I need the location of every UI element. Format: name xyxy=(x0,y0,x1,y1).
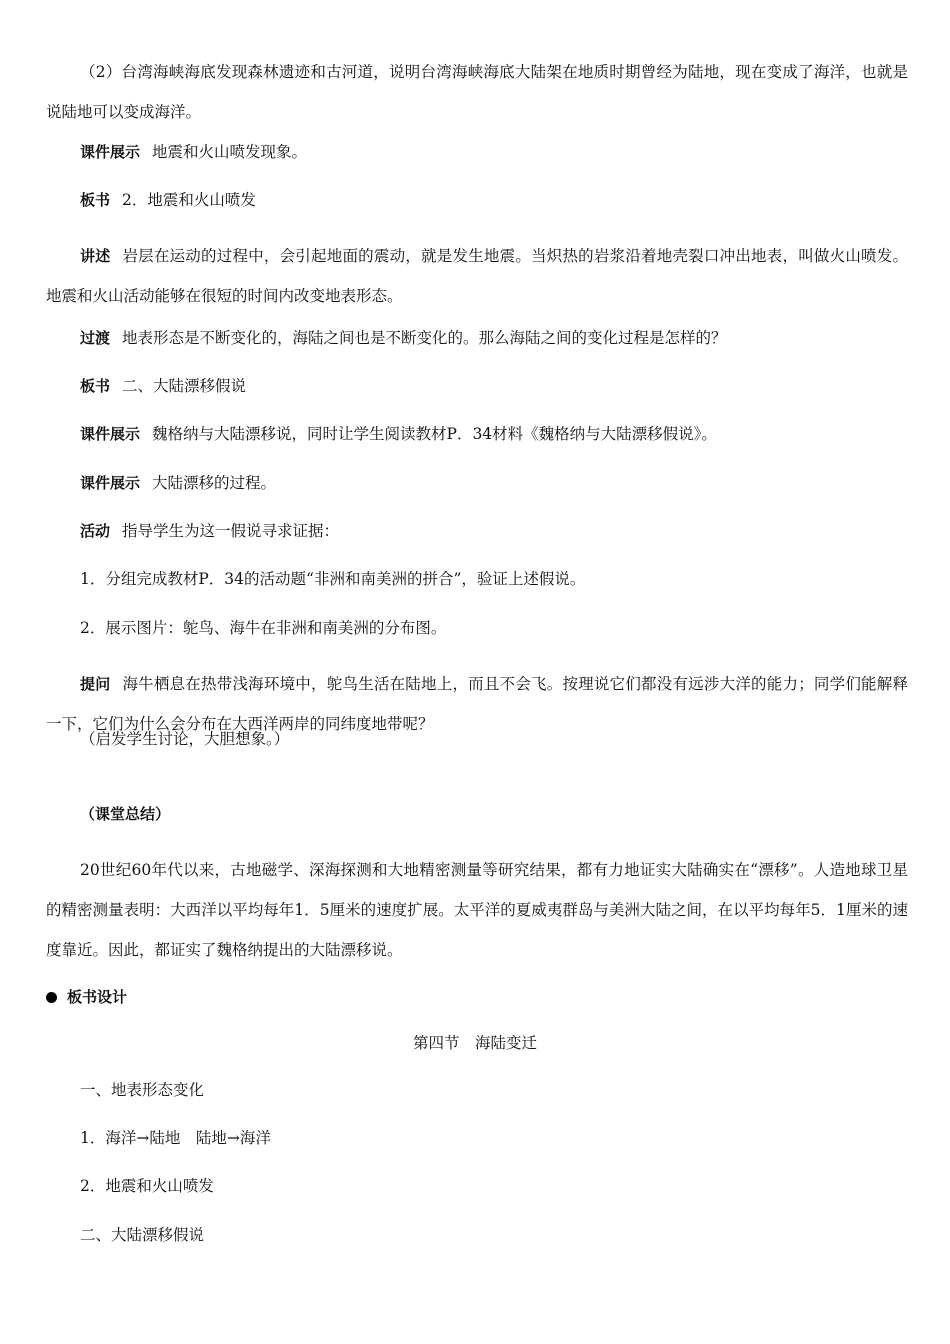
text: 指导学生为这一假说寻求证据： xyxy=(122,522,340,540)
text: 大陆漂移的过程。 xyxy=(152,474,277,492)
text: 海牛栖息在热带浅海环境中，鸵鸟生活在陆地上，而且不会飞。按理说它们都没有远涉大洋的能力；同学们能解释一下，它们为什么会分布在大西洋两岸的同纬度地带呢？ xyxy=(46,675,908,733)
label: 提问 xyxy=(80,675,111,693)
text: 2．地震和火山喷发 xyxy=(122,191,256,209)
board-line-1: 一、地表形态变化 xyxy=(80,1081,205,1099)
board-title: 第四节 海陆变迁 xyxy=(412,1034,537,1052)
label: 课件展示 xyxy=(80,143,141,161)
paragraph-board-earthquake xyxy=(46,188,908,212)
label: 课件展示 xyxy=(80,474,141,492)
text: 二、大陆漂移假说 xyxy=(122,377,247,395)
label: 过渡 xyxy=(80,329,111,347)
board-design-label: 板书设计 xyxy=(67,988,128,1006)
paragraph-discussion-note: （启发学生讨论，大胆想象。） xyxy=(80,730,290,748)
paragraph-summary-heading: （课堂总结） xyxy=(80,805,171,823)
board-line-3: 2．地震和火山喷发 xyxy=(80,1177,214,1195)
paragraph-activity xyxy=(46,519,908,543)
paragraph-courseware-process xyxy=(46,471,908,495)
paragraph-activity-item-1: 1．分组完成教材P．34的活动题“非洲和南美洲的拼合”，验证上述假说。 xyxy=(80,570,586,588)
paragraph-transition xyxy=(46,326,908,350)
board-line-2: 1．海洋→陆地 陆地→海洋 xyxy=(80,1129,271,1147)
paragraph-courseware-wegener xyxy=(46,422,908,446)
label: 板书 xyxy=(80,377,111,395)
text: 地表形态是不断变化的，海陆之间也是不断变化的。那么海陆之间的变化过程是怎样的？ xyxy=(122,329,727,347)
bullet-icon xyxy=(46,992,57,1003)
paragraph-activity-item-2: 2．展示图片：鸵鸟、海牛在非洲和南美洲的分布图。 xyxy=(80,619,447,637)
label: 课件展示 xyxy=(80,425,141,443)
label: 活动 xyxy=(80,522,111,540)
paragraph-summary: 20世纪60年代以来，古地磁学、深海探测和大地精密测量等研究结果，都有力地证实大陆确实在“漂移”。人造地球卫星的精密测量表明：大西洋以平均每年1．5厘米的速度扩展。太平洋的夏威夷群岛与美洲大陆之间，在以平均每年5．1厘米的速度靠近。因此，都证实了魏格纳提出的大陆漂移说。 xyxy=(46,861,908,959)
board-line-4: 二、大陆漂移假说 xyxy=(80,1226,205,1244)
text: 地震和火山喷发现象。 xyxy=(152,143,308,161)
paragraph-narration xyxy=(46,236,908,316)
label: 讲述 xyxy=(80,247,111,265)
label: 板书 xyxy=(80,191,111,209)
text: 岩层在运动的过程中，会引起地面的震动，就是发生地震。当炽热的岩浆沿着地壳裂口冲出地表，叫做火山喷发。地震和火山活动能够在很短的时间内改变地表形态。 xyxy=(46,247,908,305)
paragraph-taiwan-strait: （2）台湾海峡海底发现森林遗迹和古河道，说明台湾海峡海底大陆架在地质时期曾经为陆地，现在变成了海洋，也就是说陆地可以变成海洋。 xyxy=(46,63,908,121)
text: 魏格纳与大陆漂移说，同时让学生阅读教材P．34材料《魏格纳与大陆漂移假说》。 xyxy=(152,425,717,443)
paragraph-board-drift xyxy=(46,374,908,398)
board-design-heading xyxy=(46,985,127,1009)
paragraph-courseware-earthquake xyxy=(46,140,908,164)
